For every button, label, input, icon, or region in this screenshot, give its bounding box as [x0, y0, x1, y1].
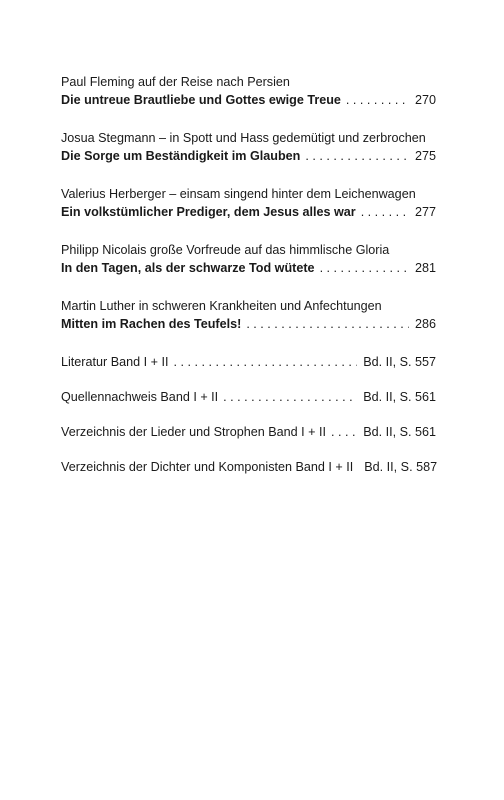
- dot-leader: [346, 91, 409, 109]
- appendix-entry: [61, 353, 436, 371]
- appendix-entry: [61, 388, 436, 406]
- toc-entry-subtitle: Paul Fleming auf der Reise nach Persien: [61, 75, 290, 89]
- appendix-line: [61, 353, 436, 371]
- toc-entry-page: 270: [414, 93, 436, 107]
- toc-entry-subtitle: Josua Stegmann – in Spott und Hass gedemütigt und zerbrochen: [61, 131, 426, 145]
- toc-entry: [61, 129, 436, 165]
- dot-leader: [305, 147, 409, 165]
- appendix-entry: [61, 458, 436, 476]
- toc-entry-title: Ein volkstümlicher Prediger, dem Jesus alles war: [61, 205, 356, 219]
- toc-entry-page: 286: [414, 317, 436, 331]
- dot-leader: [361, 203, 409, 221]
- toc-entry: [61, 297, 436, 333]
- appendix-page: Bd. II, S. 561: [363, 425, 436, 439]
- appendix-entry: [61, 423, 436, 441]
- appendix-page: Bd. II, S. 557: [363, 355, 436, 369]
- toc-entry-page: 277: [414, 205, 436, 219]
- toc-entry: [61, 185, 436, 221]
- toc-entry-page: 281: [414, 261, 436, 275]
- toc-entry-title: Mitten im Rachen des Teufels!: [61, 317, 242, 331]
- appendix-label: Verzeichnis der Dichter und Komponisten Band I + II: [61, 460, 354, 474]
- toc-entry-page: 275: [414, 149, 436, 163]
- appendix-line: [61, 388, 436, 406]
- toc-entry: [61, 73, 436, 109]
- appendix-page: Bd. II, S. 561: [363, 390, 436, 404]
- toc-entry-title-line: [61, 203, 436, 221]
- toc-entry-title-line: [61, 147, 436, 165]
- toc-entry-title: Die untreue Brautliebe und Gottes ewige Treue: [61, 93, 341, 107]
- toc-entry-subtitle: Valerius Herberger – einsam singend hinter dem Leichenwagen: [61, 187, 416, 201]
- toc-entry: [61, 241, 436, 277]
- table-of-contents: [61, 73, 436, 493]
- appendix-line: [61, 423, 436, 441]
- dot-leader: [173, 353, 357, 371]
- appendix-line: [61, 458, 436, 476]
- toc-entry-subtitle: Philipp Nicolais große Vorfreude auf das himmlische Gloria: [61, 243, 390, 257]
- dot-leader: [223, 388, 357, 406]
- toc-entry-title-line: [61, 315, 436, 333]
- toc-entry-title-line: [61, 259, 436, 277]
- appendix-label: Verzeichnis der Lieder und Strophen Band I + II: [61, 425, 326, 439]
- dot-leader: [331, 423, 357, 441]
- appendix-label: Literatur Band I + II: [61, 355, 169, 369]
- toc-entry-title: Die Sorge um Beständigkeit im Glauben: [61, 149, 301, 163]
- toc-entry-title-line: [61, 91, 436, 109]
- toc-entry-subtitle: Martin Luther in schweren Krankheiten und Anfechtungen: [61, 299, 382, 313]
- appendix-page: Bd. II, S. 587: [364, 460, 438, 474]
- dot-leader: [246, 315, 409, 333]
- appendix-label: Quellennachweis Band I + II: [61, 390, 219, 404]
- dot-leader: [320, 259, 409, 277]
- toc-entry-title: In den Tagen, als der schwarze Tod wütete: [61, 261, 315, 275]
